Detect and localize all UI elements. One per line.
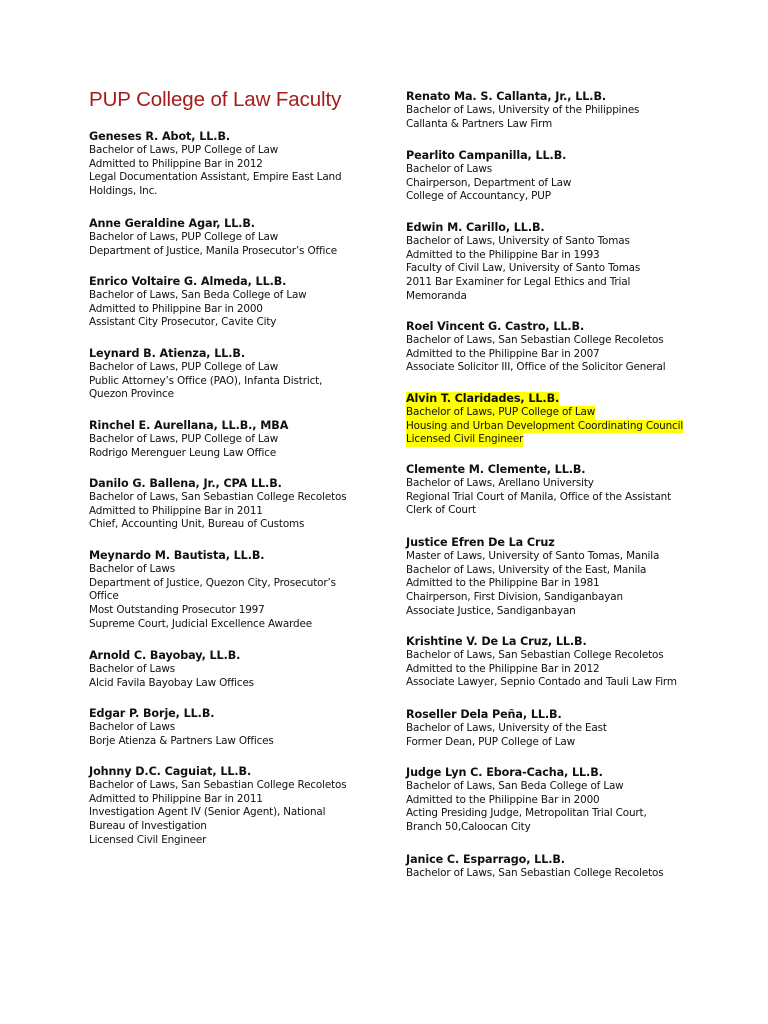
faculty-entry — [406, 90, 639, 131]
faculty-name: Leynard B. Atienza, LL.B. — [89, 347, 245, 360]
faculty-name: Krishtine V. De La Cruz, LL.B. — [406, 635, 587, 648]
faculty-detail-line: Admitted to Philippine Bar in 2011 — [89, 792, 263, 805]
faculty-entry — [406, 221, 640, 304]
faculty-detail-line: Bachelor of Laws, San Sebastian College Recoletos — [406, 648, 664, 661]
faculty-entry — [89, 130, 341, 199]
page-title: PUP College of Law Faculty — [89, 88, 342, 111]
faculty-detail-line: Admitted to Philippine Bar in 2011 — [89, 504, 263, 517]
faculty-detail-line: Bachelor of Laws, PUP College of Law — [406, 405, 596, 418]
faculty-detail-line: Holdings, Inc. — [89, 185, 158, 198]
faculty-detail-line: Admitted to Philippine Bar in 2000 — [89, 302, 263, 315]
faculty-name: Geneses R. Abot, LL.B. — [89, 130, 231, 143]
faculty-name: Judge Lyn C. Ebora-Cacha, LL.B. — [406, 766, 603, 779]
faculty-detail-line: Bachelor of Laws — [406, 162, 492, 175]
faculty-name: Johnny D.C. Caguiat, LL.B. — [89, 765, 252, 778]
faculty-detail-line: Memoranda — [406, 289, 467, 302]
faculty-detail-line: Bachelor of Laws — [89, 562, 175, 575]
faculty-detail-line: Licensed Civil Engineer — [89, 833, 207, 846]
faculty-entry — [406, 536, 659, 619]
faculty-detail-line: Associate Lawyer, Sepnio Contado and Tauli Law Firm — [406, 676, 677, 689]
faculty-detail-line: Admitted to the Philippine Bar in 2007 — [406, 347, 600, 360]
faculty-detail-line: Associate Solicitor III, Office of the Solicitor General — [406, 361, 666, 374]
faculty-detail-line: Admitted to the Philippine Bar in 2012 — [406, 662, 600, 675]
faculty-detail-line: Bachelor of Laws, PUP College of Law — [89, 360, 279, 373]
faculty-detail-line: Associate Justice, Sandiganbayan — [406, 604, 576, 617]
faculty-detail-line: Department of Justice, Manila Prosecutor’s Office — [89, 244, 338, 257]
faculty-entry — [89, 347, 322, 402]
faculty-detail-line: Master of Laws, University of Santo Tomas, Manila — [406, 549, 660, 562]
faculty-name: Rinchel E. Aurellana, LL.B., MBA — [89, 419, 289, 432]
faculty-detail-line: Bachelor of Laws, PUP College of Law — [89, 143, 279, 156]
faculty-entry — [89, 419, 288, 460]
faculty-detail-line: Acting Presiding Judge, Metropolitan Trial Court, — [406, 807, 647, 820]
faculty-detail-line: Branch 50,Caloocan City — [406, 821, 531, 834]
faculty-detail-line: Most Outstanding Prosecutor 1997 — [89, 604, 265, 617]
faculty-name: Anne Geraldine Agar, LL.B. — [89, 217, 255, 230]
faculty-name: Danilo G. Ballena, Jr., CPA LL.B. — [89, 477, 282, 490]
faculty-detail-line: Department of Justice, Quezon City, Prosecutor’s — [89, 576, 336, 589]
faculty-detail-line: Assistant City Prosecutor, Cavite City — [89, 316, 277, 329]
faculty-name: Clemente M. Clemente, LL.B. — [406, 463, 586, 476]
faculty-detail-line: Office — [89, 590, 119, 603]
faculty-detail-line: Public Attorney’s Office (PAO), Infanta District, — [89, 374, 323, 387]
faculty-entry — [89, 275, 307, 330]
faculty-detail-line: Licensed Civil Engineer — [406, 433, 524, 446]
faculty-detail-line: Bachelor of Laws, Arellano University — [406, 476, 594, 489]
faculty-entry — [406, 463, 671, 518]
faculty-detail-line: Bachelor of Laws, University of the Philippines — [406, 103, 640, 116]
faculty-name: Arnold C. Bayobay, LL.B. — [89, 649, 241, 662]
faculty-name: Edwin M. Carillo, LL.B. — [406, 221, 545, 234]
faculty-detail-line: Admitted to the Philippine Bar in 1993 — [406, 248, 600, 261]
faculty-detail-line: Admitted to the Philippine Bar in 1981 — [406, 577, 600, 590]
faculty-detail-line: Legal Documentation Assistant, Empire East Land — [89, 171, 342, 184]
faculty-entry — [89, 477, 347, 532]
faculty-detail-line: Rodrigo Merenguer Leung Law Office — [89, 446, 277, 459]
faculty-name: Justice Efren De La Cruz — [406, 536, 555, 549]
faculty-detail-line: Bachelor of Laws — [89, 662, 175, 675]
faculty-detail-line: Chief, Accounting Unit, Bureau of Customs — [89, 518, 305, 531]
faculty-entry — [89, 765, 347, 848]
faculty-entry — [406, 708, 607, 749]
faculty-detail-line: Bachelor of Laws, San Sebastian College Recoletos — [406, 333, 664, 346]
faculty-detail-line: 2011 Bar Examiner for Legal Ethics and Trial — [406, 276, 631, 289]
faculty-entry — [406, 149, 571, 204]
faculty-entry — [406, 635, 677, 690]
faculty-detail-line: Bachelor of Laws — [89, 720, 175, 733]
faculty-detail-line: Bachelor of Laws, PUP College of Law — [89, 230, 279, 243]
faculty-entry — [89, 549, 336, 632]
faculty-name: Edgar P. Borje, LL.B. — [89, 707, 215, 720]
faculty-detail-line: Housing and Urban Development Coordinating Council — [406, 419, 684, 432]
faculty-entry — [89, 707, 274, 748]
faculty-detail-line: Regional Trial Court of Manila, Office of the Assistant — [406, 490, 672, 503]
faculty-detail-line: Clerk of Court — [406, 504, 476, 517]
faculty-detail-line: Admitted to Philippine Bar in 2012 — [89, 157, 263, 170]
faculty-name: Renato Ma. S. Callanta, Jr., LL.B. — [406, 90, 607, 103]
faculty-detail-line: Bureau of Investigation — [89, 820, 207, 833]
faculty-entry — [89, 649, 254, 690]
faculty-detail-line: Faculty of Civil Law, University of Santo Tomas — [406, 262, 641, 275]
faculty-name: Roel Vincent G. Castro, LL.B. — [406, 320, 585, 333]
faculty-detail-line: Bachelor of Laws, San Sebastian College Recoletos — [406, 866, 664, 879]
faculty-detail-line: Former Dean, PUP College of Law — [406, 735, 575, 748]
faculty-entry — [406, 853, 664, 881]
faculty-entry — [406, 392, 683, 447]
faculty-entry — [406, 320, 666, 375]
faculty-detail-line: Investigation Agent IV (Senior Agent), National — [89, 806, 326, 819]
faculty-detail-line: College of Accountancy, PUP — [406, 190, 551, 203]
faculty-detail-line: Bachelor of Laws, San Sebastian College Recoletos — [89, 490, 347, 503]
faculty-entry — [406, 766, 647, 835]
faculty-detail-line: Chairperson, First Division, Sandiganbayan — [406, 591, 623, 604]
faculty-detail-line: Alcid Favila Bayobay Law Offices — [89, 676, 254, 689]
faculty-name: Meynardo M. Bautista, LL.B. — [89, 549, 265, 562]
faculty-name: Pearlito Campanilla, LL.B. — [406, 149, 567, 162]
faculty-detail-line: Bachelor of Laws, University of the East — [406, 721, 607, 734]
faculty-detail-line: Chairperson, Department of Law — [406, 176, 572, 189]
faculty-entry — [89, 217, 337, 258]
faculty-detail-line: Supreme Court, Judicial Excellence Awardee — [89, 617, 312, 630]
faculty-detail-line: Bachelor of Laws, San Beda College of Law — [89, 288, 307, 301]
faculty-name: Alvin T. Claridades, LL.B. — [406, 392, 560, 405]
faculty-detail-line: Bachelor of Laws, PUP College of Law — [89, 432, 279, 445]
faculty-detail-line: Bachelor of Laws, San Beda College of Law — [406, 779, 624, 792]
faculty-detail-line: Callanta & Partners Law Firm — [406, 117, 553, 130]
faculty-name: Roseller Dela Peña, LL.B. — [406, 708, 562, 721]
faculty-detail-line: Quezon Province — [89, 388, 174, 401]
faculty-detail-line: Bachelor of Laws, San Sebastian College Recoletos — [89, 778, 347, 791]
faculty-name: Janice C. Esparrago, LL.B. — [406, 853, 565, 866]
faculty-detail-line: Bachelor of Laws, University of Santo Tomas — [406, 234, 630, 247]
faculty-name: Enrico Voltaire G. Almeda, LL.B. — [89, 275, 287, 288]
faculty-detail-line: Admitted to the Philippine Bar in 2000 — [406, 793, 600, 806]
faculty-detail-line: Borje Atienza & Partners Law Offices — [89, 734, 274, 747]
faculty-detail-line: Bachelor of Laws, University of the East, Manila — [406, 563, 647, 576]
